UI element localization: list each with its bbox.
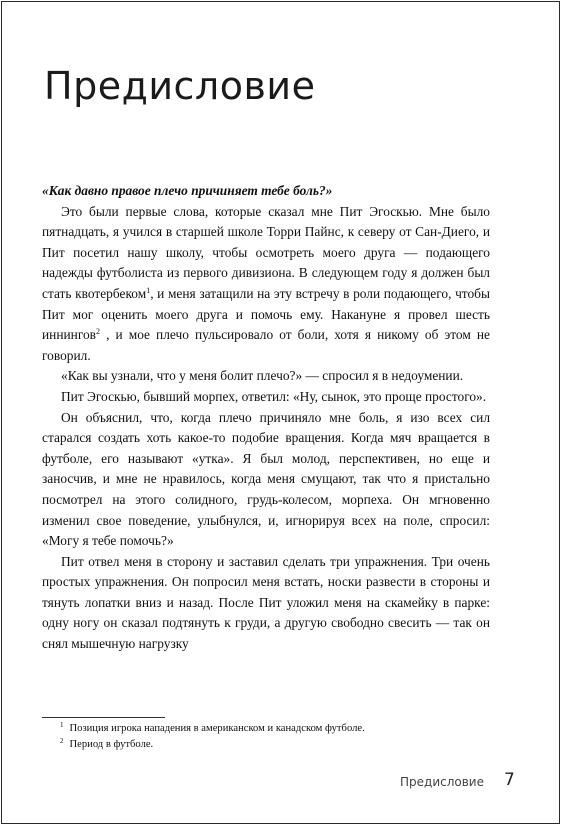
footnote-2-number: 2 [60, 736, 64, 745]
paragraph-3: Пит Эгоскью, бывший морпех, ответил: «Ну, сынок, это проще простого». [61, 388, 487, 404]
paragraph-4: Он объяснил, что, когда плечо причиняло мне боль, я изо всех сил старался создать хоть какое-то подобие вращения. Когда мяч вращается в футболе, его называют «утка». Я был молод, перспективен, но еще и заносчив, и мне не нравилось, когда меня смущают, так что я пристально посмотрел на этого солидного, грудь-колесом, морпеха. Он мгновенно изменил свое поведение, улыбнулся, и, игнорируя всех на поле, спросил: «Могу я тебе помочь?» [42, 409, 490, 549]
footnote-2 [42, 737, 490, 753]
footnote-ref-2[interactable]: 2 [96, 327, 101, 337]
footnote-ref-1[interactable]: 1 [146, 285, 151, 295]
footnote-2-text: Период в футболе. [69, 738, 154, 750]
footnote-1 [42, 721, 490, 737]
page-number: 7 [504, 770, 515, 790]
book-page [1, 1, 560, 824]
lead-question: «Как давно правое плечо причиняет тебе боль?» [42, 183, 333, 198]
main-text [42, 181, 490, 655]
footnote-1-number: 1 [60, 721, 64, 729]
paragraph-1 [42, 202, 490, 367]
footnote-divider [42, 717, 165, 718]
chapter-title: Предисловие [44, 64, 316, 108]
paragraph-5: Пит отвел меня в сторону и заставил сделать три упражнения. Три очень простых упражнения. Он попросил меня встать, носки развести в стороны и тянуть лопатки вниз и назад. После Пит уложил меня на скамейку в парке: одну ногу он сказал подтянуть к груди, а другую свободно свесить — так он снял мышечную нагрузку [42, 553, 490, 652]
footnote-1-text: Позиция игрока нападения в американском и канадском футболе. [69, 723, 365, 734]
paragraph-1-part-b: , и меня затащили на эту встречу в роли подающего, чтобы Пит мог оценить моего друга и помочь ему. Накануне я провел шесть иннингов [42, 285, 490, 343]
paragraph-1-part-c: , и мое плечо пульсировало от боли, хотя я никому об этом не говорил. [42, 327, 490, 363]
paragraph-2: «Как вы узнали, что у меня болит плечо?» — спросил я в недоумении. [61, 368, 464, 384]
running-head: Предисловие [400, 775, 484, 789]
paragraph-1-part-a: Это были первые слова, которые сказал мне Пит Эгоскью. Мне было пятнадцать, я учился в старшей школе Торри Пайнс, к северу от Сан-Диего, и Пит посетил нашу школу, чтобы осмотреть моего друга — подающего надежды футболиста из первого дивизиона. В следующем году я должен был стать квотербеком [42, 203, 490, 301]
footnotes [42, 721, 490, 752]
